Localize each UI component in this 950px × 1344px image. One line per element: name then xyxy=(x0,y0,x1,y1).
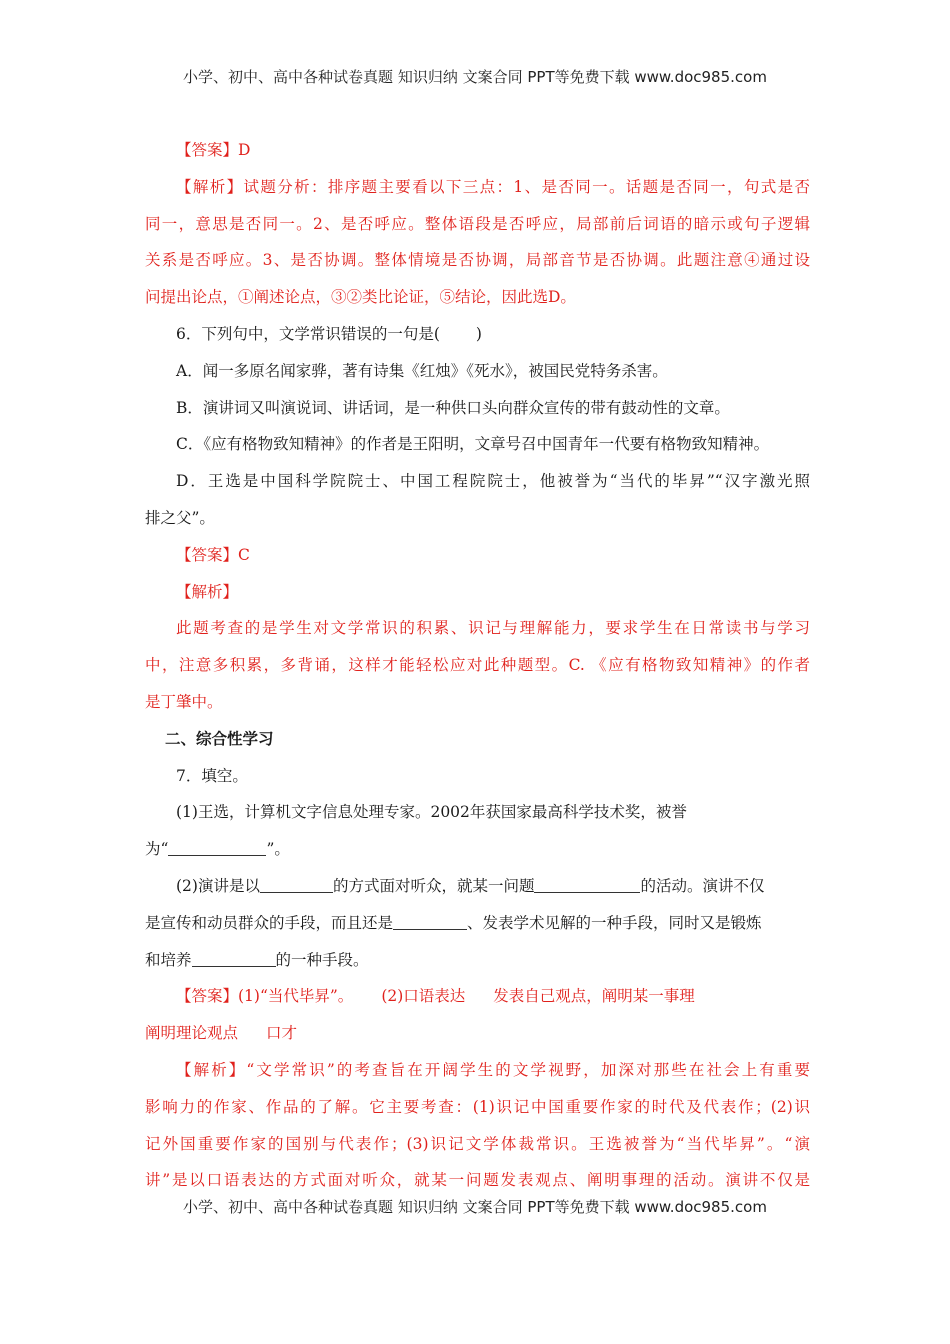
q7-analysis-line-3: 记外国重要作家的国别与代表作；(3)识记文学体裁常识。王选被誉为“当代毕昇”。“演 xyxy=(145,1134,810,1153)
q6-analysis-line-3: 是丁肇中。 xyxy=(145,692,223,711)
q5-analysis-line-4: 问提出论点，①阐述论点，③②类比论证，⑤结论，因此选D。 xyxy=(145,288,576,307)
q7-analysis-line-4: 讲”是以口语表达的方式面对听众，就某一问题发表观点、阐明事理的活动。演讲不仅是 xyxy=(145,1171,810,1190)
fill-blank-1[interactable] xyxy=(168,835,266,856)
q7-answer-part: (2)口语表达 xyxy=(381,987,466,1006)
q7-part1-prefix: 为“ xyxy=(145,840,169,859)
q7-text: 的一种手段。 xyxy=(275,950,369,969)
q6-option-c: C．《应有格物致知精神》的作者是王阳明，文章号召中国青年一代要有格物致知精神。 xyxy=(176,435,770,454)
q7-part1-suffix: ”。 xyxy=(266,840,290,859)
q7-answer-line-2 xyxy=(145,1015,810,1052)
q5-analysis-line-1: 【解析】试题分析：排序题主要看以下三点：1、是否同一。话题是否同一，句式是否 xyxy=(176,177,810,196)
q5-analysis-line-2: 同一，意思是否同一。2、是否呼应。整体语段是否呼应，局部前后词语的暗示或句子逻辑 xyxy=(145,214,810,233)
q7-analysis-line-2: 影响力的作家、作品的了解。它主要考查：(1)识记中国重要作家的时代及代表作；(2)识 xyxy=(145,1097,810,1116)
q6-stem: 6．下列句中，文学常识错误的一句是( ) xyxy=(176,324,482,343)
q7-answer-line-1 xyxy=(145,978,810,1015)
q6-option-b: B．演讲词又叫演说词、讲话词，是一种供口头向群众宣传的带有鼓动性的文章。 xyxy=(176,398,730,417)
q7-text: 、发表学术见解的一种手段，同时又是锻炼 xyxy=(467,913,762,932)
q6-analysis-line-1: 此题考查的是学生对文学常识的积累、识记与理解能力，要求学生在日常读书与学习 xyxy=(176,619,810,638)
q6-analysis-line-2: 中，注意多积累，多背诵，这样才能轻松应对此种题型。C. 《应有格物致知精神》的作者 xyxy=(145,656,810,675)
fill-blank-3[interactable] xyxy=(534,872,640,893)
q7-answer-part: 【答案】(1)“当代毕昇”。 xyxy=(176,987,354,1006)
q7-answer-part: 发表自己观点，阐明某一事理 xyxy=(493,987,695,1006)
q7-part1-line-2 xyxy=(145,831,810,868)
q6-answer: 【答案】C xyxy=(176,545,250,564)
q7-answer-part: 口才 xyxy=(266,1024,298,1043)
document-body xyxy=(145,132,810,1199)
q5-answer: 【答案】D xyxy=(176,141,251,159)
fill-blank-4[interactable] xyxy=(393,909,467,930)
fill-blank-2[interactable] xyxy=(260,872,333,893)
q7-stem: 7．填空。 xyxy=(176,766,248,785)
q7-text: 的活动。演讲不仅 xyxy=(640,876,765,895)
q7-answer-part: 阐明理论观点 xyxy=(145,1024,239,1043)
q7-part2-line-1 xyxy=(145,868,810,905)
q6-option-d-line-1: D．王选是中国科学院院士、中国工程院院士，他被誉为“当代的毕昇”“汉字激光照 xyxy=(176,472,810,491)
q6-analysis-label: 【解析】 xyxy=(176,582,239,601)
page-footer: 小学、初中、高中各种试卷真题 知识归纳 文案合同 PPT等免费下载 www.doc985.com xyxy=(183,1198,767,1216)
fill-blank-5[interactable] xyxy=(192,946,276,967)
q6-option-a: A．闻一多原名闻家骅，著有诗集《红烛》《死水》，被国民党特务杀害。 xyxy=(176,361,668,380)
q7-part2-line-2 xyxy=(145,905,810,942)
q7-analysis-line-1: 【解析】“文学常识”的考查旨在开阔学生的文学视野，加深对那些在社会上有重要 xyxy=(176,1060,810,1079)
q7-text: 是宣传和动员群众的手段，而且还是 xyxy=(145,913,394,932)
q7-text: 的方式面对听众，就某一问题 xyxy=(332,876,535,895)
q7-part1-line-1: (1)王选，计算机文字信息处理专家。2002年获国家最高科学技术奖，被誉 xyxy=(176,803,687,822)
q6-option-d-line-2: 排之父”。 xyxy=(145,508,215,527)
section-title: 二、综合性学习 xyxy=(165,728,274,748)
q7-part2-line-3 xyxy=(145,942,810,979)
q7-text: (2)演讲是以 xyxy=(176,876,260,895)
q5-analysis-line-3: 关系是否呼应。3、是否协调。整体情境是否协调，局部音节是否协调。此题注意④通过设 xyxy=(145,251,810,270)
q7-text: 和培养 xyxy=(145,950,192,969)
page-header: 小学、初中、高中各种试卷真题 知识归纳 文案合同 PPT等免费下载 www.doc985.com xyxy=(183,68,767,86)
